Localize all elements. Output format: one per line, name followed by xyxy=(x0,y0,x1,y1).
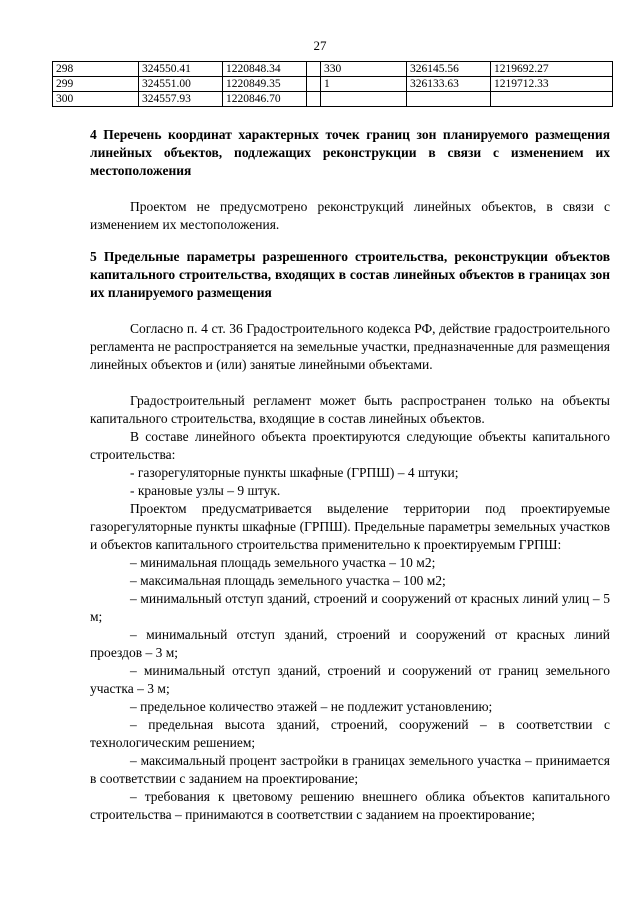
table-cell xyxy=(491,92,613,107)
table-cell: 324557.93 xyxy=(139,92,223,107)
table-cell: 1220849.35 xyxy=(223,77,307,92)
param-item: – предельное количество этажей – не подлежит установлению; xyxy=(130,699,493,714)
table-cell xyxy=(307,62,321,77)
table-row xyxy=(53,77,613,92)
paragraph-2: Градостроительный регламент может быть распространен только на объекты капитального строительства, входящие в состав линейных объектов. xyxy=(90,393,610,426)
param-item: – максимальная площадь земельного участка – 100 м2; xyxy=(130,573,446,588)
section-5-heading: 5 Предельные параметры разрешенного строительства, реконструкции объектов капитального строительства, входящих в состав линейных объектов в границах зон их планируемого размещения xyxy=(90,249,610,300)
coordinates-table xyxy=(52,61,613,107)
table-cell: 1220848.34 xyxy=(223,62,307,77)
list-item-grpsh: - газорегуляторные пункты шкафные (ГРПШ) – 4 штуки; xyxy=(130,465,459,480)
param-item: – требования к цветовому решению внешнего облика объектов капитального строительства – принимаются в соответствии с заданием на проектирование; xyxy=(90,789,610,822)
table-cell: 1219712.33 xyxy=(491,77,613,92)
table-cell xyxy=(307,77,321,92)
param-item: – минимальный отступ зданий, строений и сооружений от красных линий проездов – 3 м; xyxy=(90,627,610,660)
table-cell: 1219692.27 xyxy=(491,62,613,77)
table-row xyxy=(53,92,613,107)
table-cell: 300 xyxy=(53,92,139,107)
table-cell: 324550.41 xyxy=(139,62,223,77)
section-4-heading: 4 Перечень координат характерных точек границ зон планируемого размещения линейных объектов, подлежащих реконструкции в связи с изменением их местоположения xyxy=(90,127,610,178)
table-cell: 330 xyxy=(321,62,407,77)
table-cell xyxy=(321,92,407,107)
table-cell: 1220846.70 xyxy=(223,92,307,107)
table-cell: 324551.00 xyxy=(139,77,223,92)
paragraph-4: Проектом предусматривается выделение территории под проектируемые газорегуляторные пункты шкафные (ГРПШ). Предельные параметры земельных участков и объектов капитального строительства применительно к проектируемым ГРПШ: xyxy=(90,501,610,552)
parameters-list xyxy=(90,554,610,824)
table-cell: 298 xyxy=(53,62,139,77)
paragraph-3: В составе линейного объекта проектируются следующие объекты капитального строительства: xyxy=(90,429,610,462)
table-cell: 1 xyxy=(321,77,407,92)
section-4-text: Проектом не предусмотрено реконструкций линейных объектов, в связи с изменением их местоположения. xyxy=(90,199,610,232)
param-item: – минимальный отступ зданий, строений и сооружений от красных линий улиц – 5 м; xyxy=(90,591,610,624)
table-cell: 326133.63 xyxy=(407,77,491,92)
table-row xyxy=(53,62,613,77)
table-cell xyxy=(307,92,321,107)
paragraph-1: Согласно п. 4 ст. 36 Градостроительного кодекса РФ, действие градостроительного регламента не распространяется на земельные участки, предназначенные для размещения линейных объектов и (или) занятые линейными объектами. xyxy=(90,321,610,372)
param-item: – максимальный процент застройки в границах земельного участка – принимается в соответствии с заданием на проектирование; xyxy=(90,753,610,786)
list-item-crane-nodes: - крановые узлы – 9 штук. xyxy=(130,483,281,498)
param-item: – минимальная площадь земельного участка – 10 м2; xyxy=(130,555,436,570)
param-item: – минимальный отступ зданий, строений и сооружений от границ земельного участка – 3 м; xyxy=(90,663,610,696)
table-cell: 326145.56 xyxy=(407,62,491,77)
table-cell: 299 xyxy=(53,77,139,92)
table-cell xyxy=(407,92,491,107)
param-item: – предельная высота зданий, строений, сооружений – в соответствии с технологическим решением; xyxy=(90,717,610,750)
page-number: 27 xyxy=(313,38,327,53)
